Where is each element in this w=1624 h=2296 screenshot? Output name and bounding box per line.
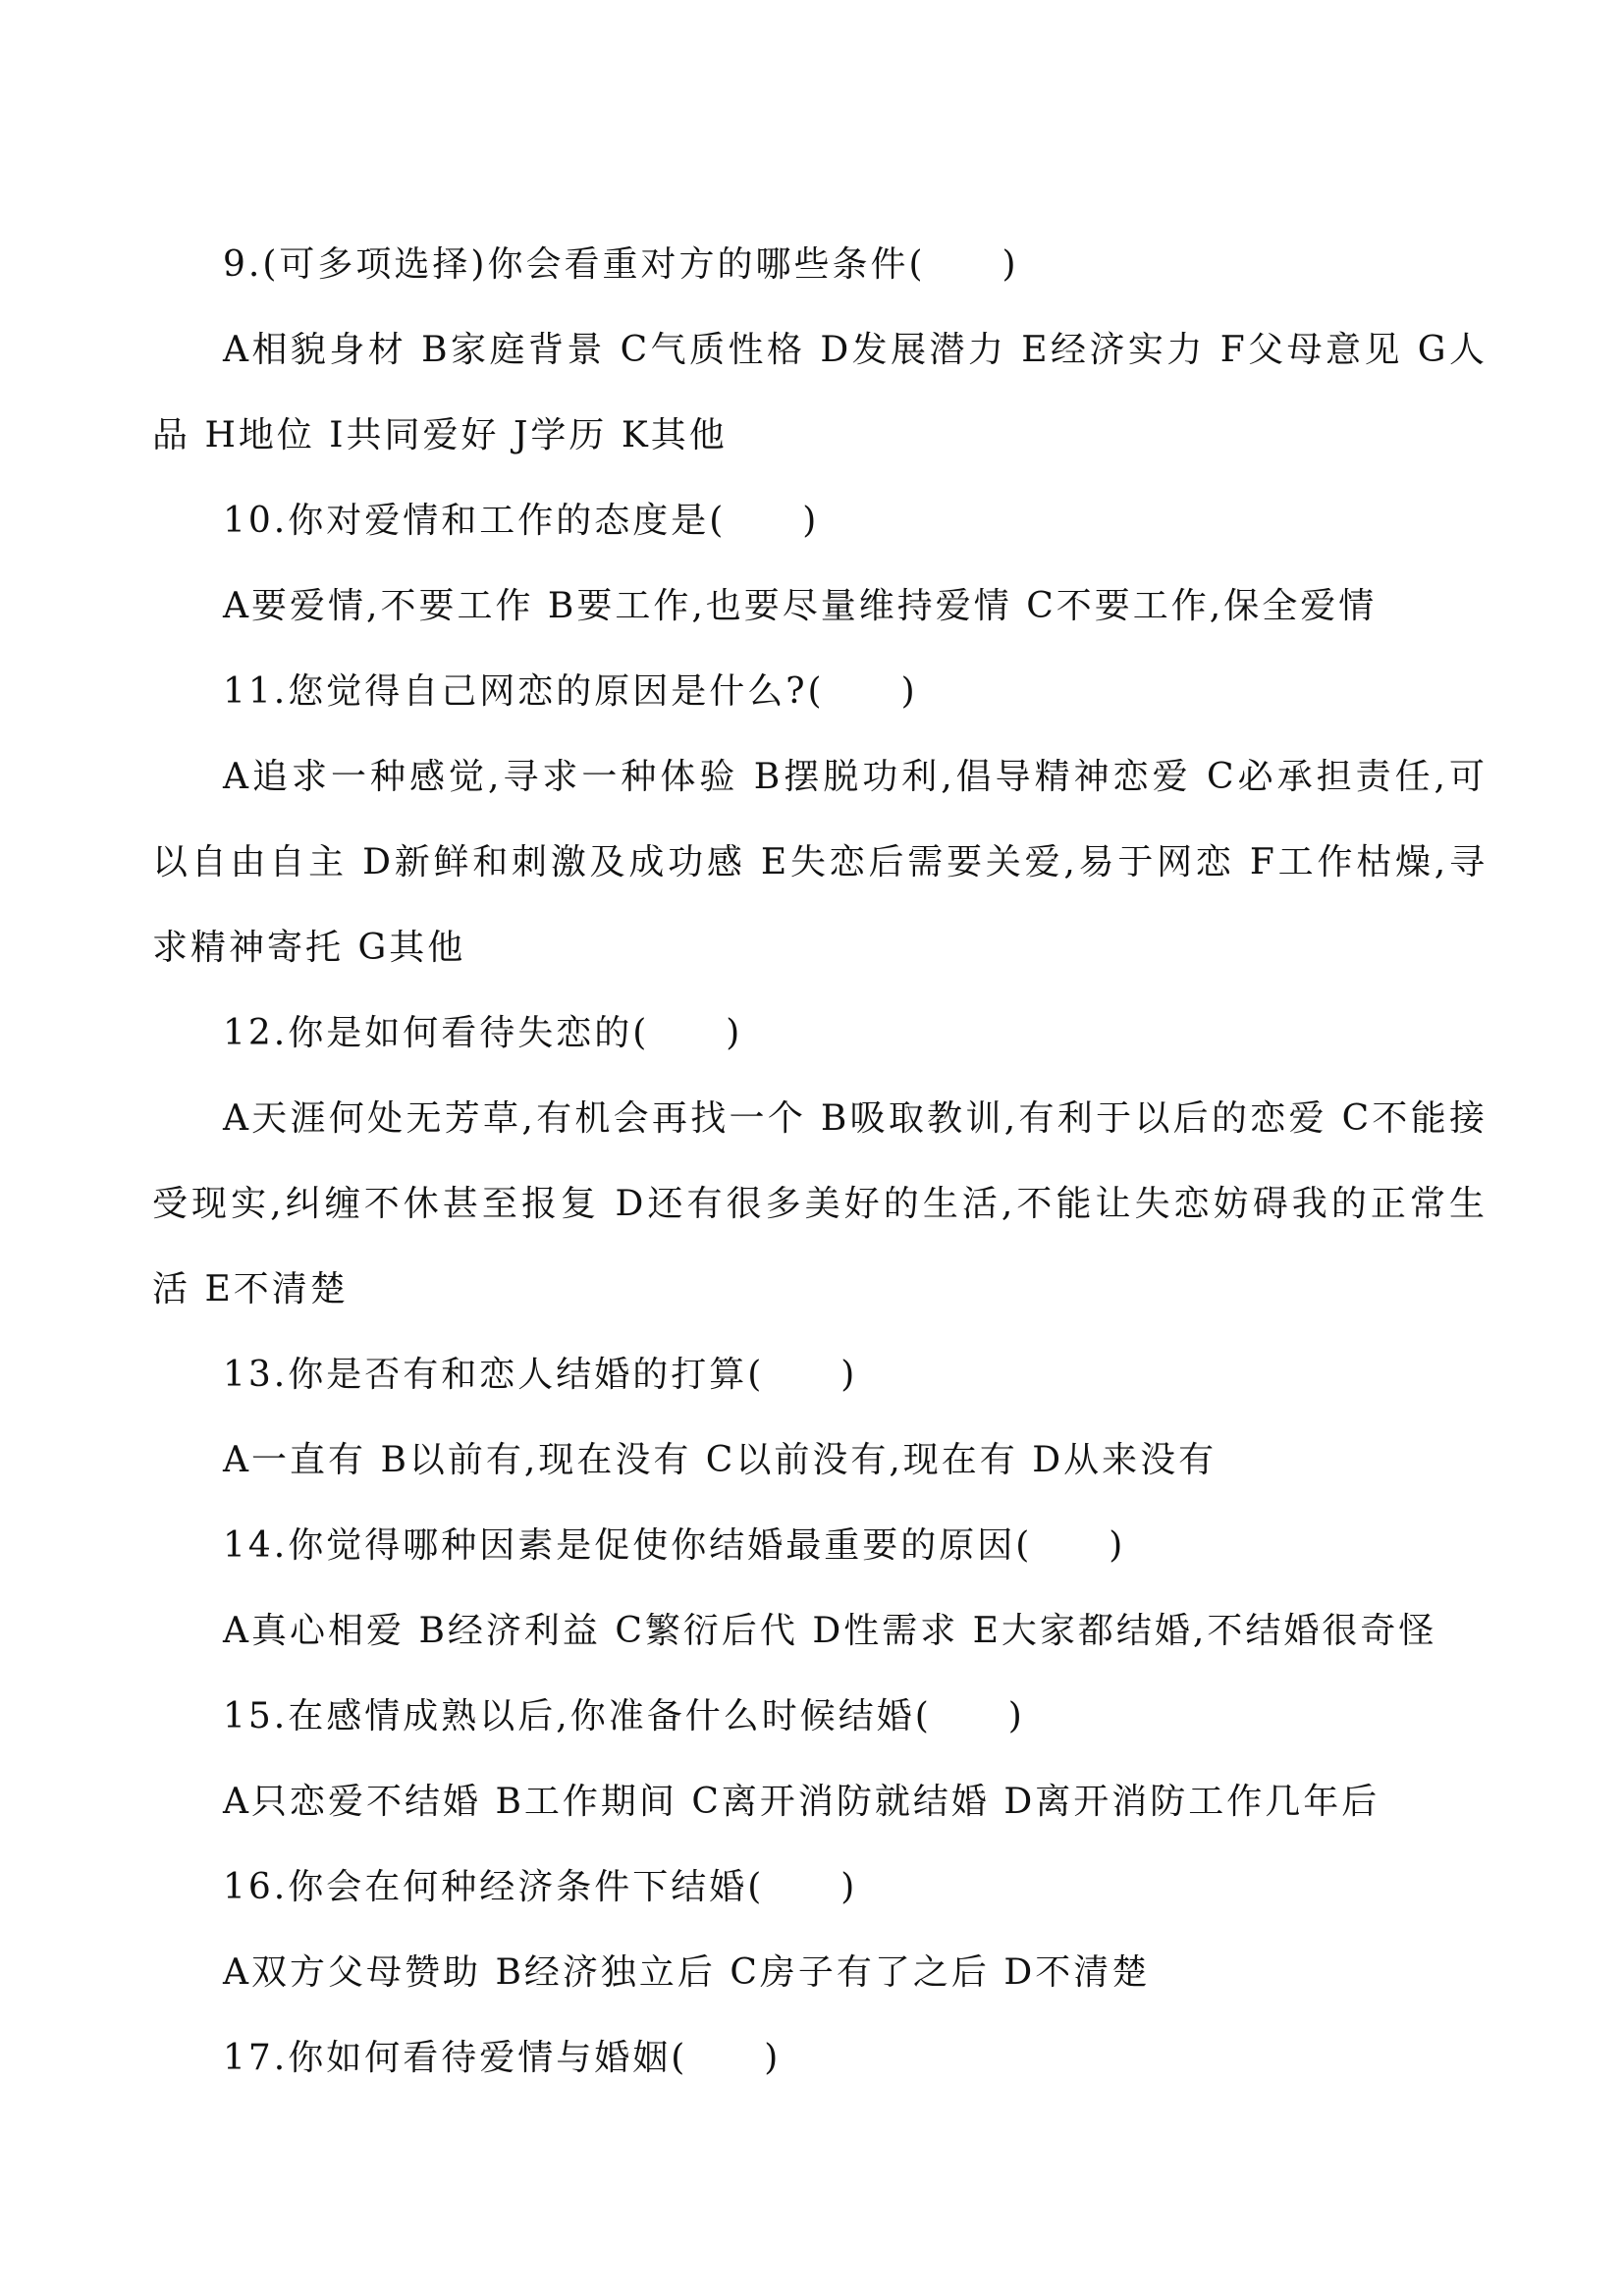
questionnaire-body — [152, 222, 1488, 2101]
question-14: 14.你觉得哪种因素是促使你结婚最重要的原因( ) — [223, 1525, 1126, 1566]
options-12: A天涯何处无芳草,有机会再找一个 B吸取教训,有利于以后的恋爱 C不能接受现实,纠缠不休甚至报复 D还有很多美好的生活,不能让失恋妨碍我的正常生活 E不清楚 — [152, 1098, 1488, 1309]
question-15: 15.在感情成熟以后,你准备什么时候结婚( ) — [223, 1696, 1025, 1736]
options-15: A只恋爱不结婚 B工作期间 C离开消防就结婚 D离开消防工作几年后 — [223, 1782, 1380, 1822]
question-17: 17.你如何看待爱情与婚姻( ) — [223, 2038, 782, 2078]
options-14: A真心相爱 B经济利益 C繁衍后代 D性需求 E大家都结婚,不结婚很奇怪 — [223, 1611, 1437, 1651]
question-12: 12.你是如何看待失恋的( ) — [223, 1013, 743, 1053]
question-11: 11.您觉得自己网恋的原因是什么?( ) — [223, 671, 918, 712]
options-13: A一直有 B以前有,现在没有 C以前没有,现在有 D从来没有 — [223, 1440, 1218, 1480]
options-16: A双方父母赞助 B经济独立后 C房子有了之后 D不清楚 — [223, 1952, 1151, 1993]
options-10: A要爱情,不要工作 B要工作,也要尽量维持爱情 C不要工作,保全爱情 — [223, 586, 1378, 626]
options-9: A相貌身材 B家庭背景 C气质性格 D发展潜力 E经济实力 F父母意见 G人品 H地位 I共同爱好 J学历 K其他 — [152, 330, 1488, 455]
options-11: A追求一种感觉,寻求一种体验 B摆脱功利,倡导精神恋爱 C必承担责任,可以自由自主 D新鲜和刺激及成功感 E失恋后需要关爱,易于网恋 F工作枯燥,寻求精神寄托 G其他 — [152, 757, 1488, 968]
question-9: 9.(可多项选择)你会看重对方的哪些条件( ) — [223, 244, 1019, 285]
question-13: 13.你是否有和恋人结婚的打算( ) — [223, 1355, 858, 1395]
question-16: 16.你会在何种经济条件下结婚( ) — [223, 1867, 858, 1907]
question-10: 10.你对爱情和工作的态度是( ) — [223, 501, 820, 541]
